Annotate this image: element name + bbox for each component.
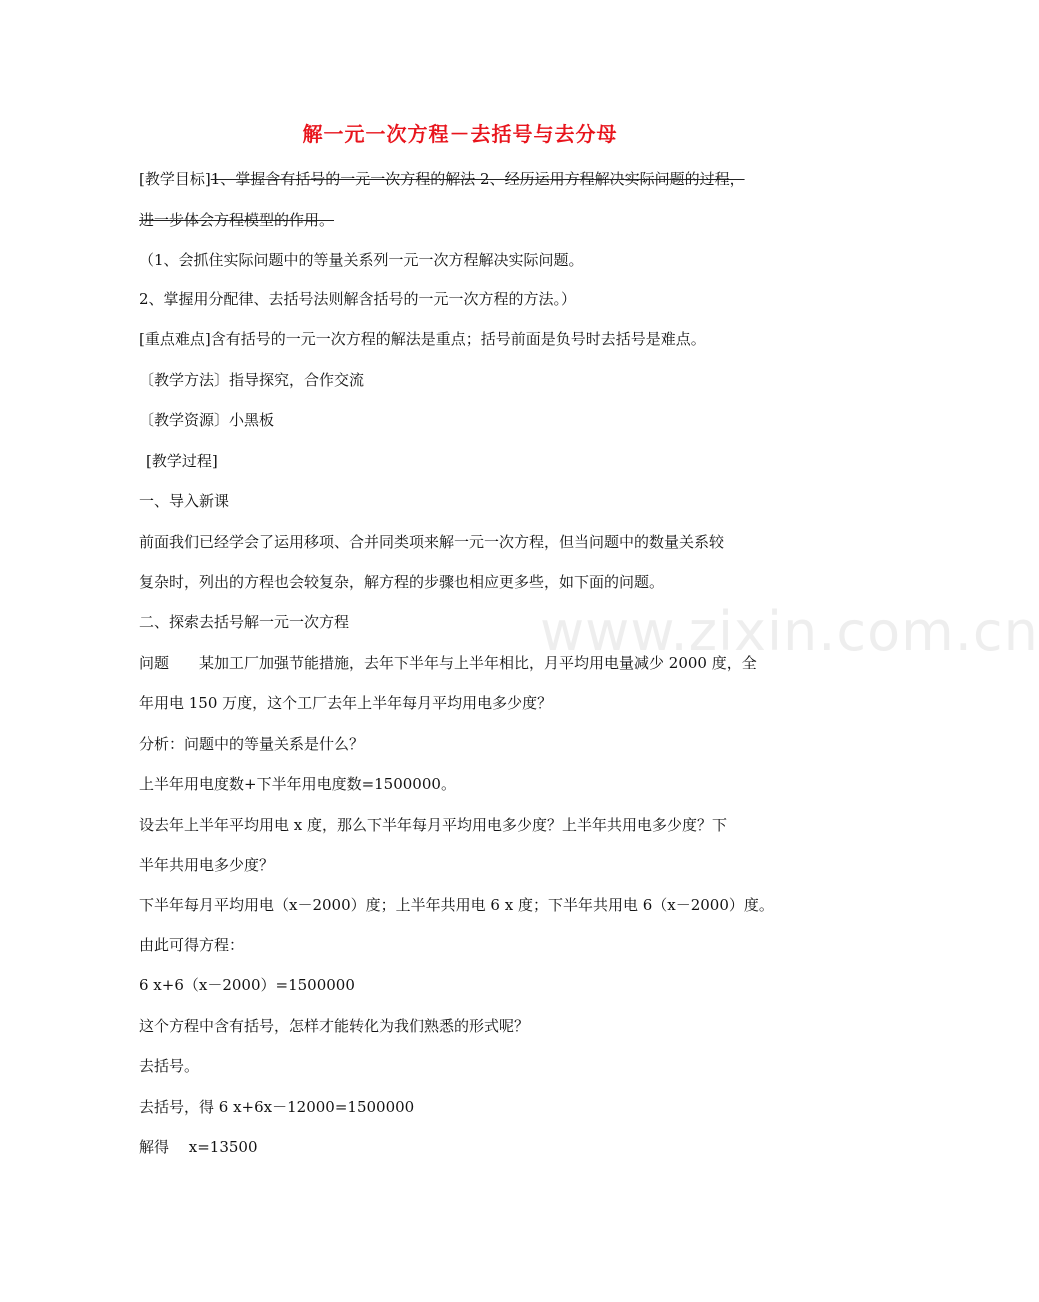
watermark: www.zixin.com.cn [540,600,1039,663]
paragraph: 这个方程中含有括号，怎样才能转化为我们熟悉的形式呢？ [139,1017,530,1035]
teaching-method-line: 〔教学方法〕指导探究，合作交流 [139,371,365,389]
equation-line: 去括号，得 6 x+6x－12000=1500000 [139,1098,415,1116]
teaching-process-heading: [教学过程] [146,452,218,470]
paragraph: 半年共用电多少度？ [139,856,275,874]
paragraph: 复杂时，列出的方程也会较复杂，解方程的步骤也相应更多些，如下面的问题。 [139,573,665,591]
objectives-label: [教学目标] [139,170,211,188]
paragraph: 去括号。 [139,1057,200,1075]
objectives-text: 1、掌握含有括号的一元一次方程的解法 2、经历运用方程解决实际问题的过程， [210,170,745,188]
section-heading: 一、导入新课 [139,492,230,510]
problem-line: 问题 某加工厂加强节能措施，去年下半年与上半年相比，月平均用电量减少 2000 度，全 [139,654,757,672]
teaching-resource-line: 〔教学资源〕小黑板 [139,411,275,429]
paragraph: 前面我们已经学会了运用移项、合并同类项来解一元一次方程，但当问题中的数量关系较 [139,533,725,551]
section-heading: 二、探索去括号解一元一次方程 [139,613,350,631]
problem-line: 年用电 150 万度，这个工厂去年上半年每月平均用电多少度？ [139,694,553,712]
paragraph: （1、会抓住实际问题中的等量关系列一元一次方程解决实际问题。 [139,251,584,269]
paragraph: 下半年每月平均用电（x－2000）度；上半年共用电 6 x 度；下半年共用电 6（x－2000）度。 [139,896,774,914]
equation-relation-line: 上半年用电度数+下半年用电度数=1500000。 [139,775,456,793]
objectives-line-1 [139,168,745,190]
document-title: 解一元一次方程－去括号与去分母 [302,122,618,146]
analysis-line: 分析：问题中的等量关系是什么？ [139,735,365,753]
objectives-line-2: 进一步体会方程模型的作用。 [139,211,335,229]
paragraph: 2、掌握用分配律、去括号法则解含括号的一元一次方程的方法。） [139,290,577,308]
paragraph: 由此可得方程： [139,936,245,954]
paragraph: 设去年上半年平均用电 x 度，那么下半年每月平均用电多少度？上半年共用电多少度？下 [139,816,727,834]
solution-line: 解得 x=13500 [139,1138,258,1156]
equation-line: 6 x+6（x－2000）=1500000 [139,976,355,994]
key-points-line: [重点难点]含有括号的一元一次方程的解法是重点；括号前面是负号时去括号是难点。 [139,330,706,348]
